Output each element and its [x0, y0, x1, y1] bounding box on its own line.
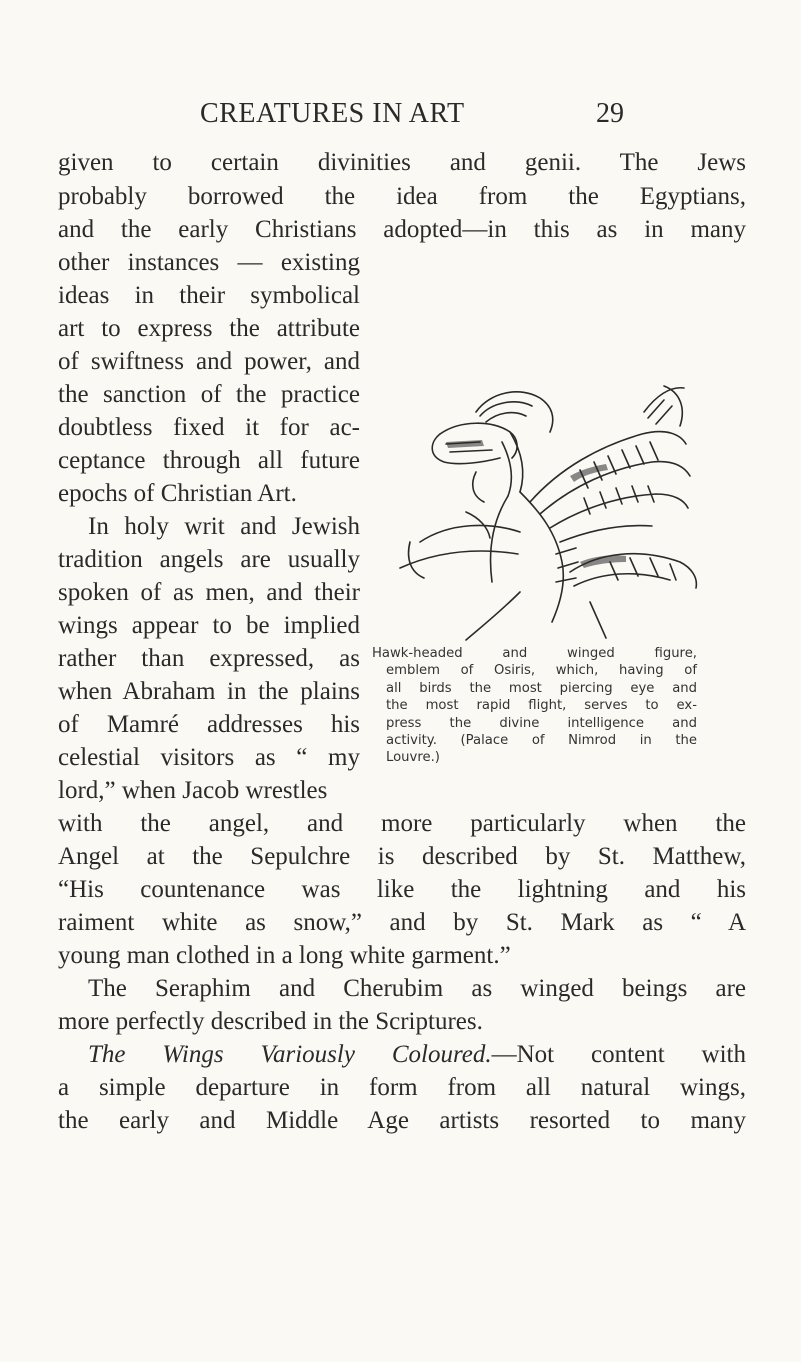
body-line: wings appear to be implied — [58, 612, 360, 639]
body-line: art to express the attribute — [58, 315, 360, 342]
caption-line: Louvre.) — [386, 750, 440, 766]
body-line: ideas in their symbolical — [58, 282, 360, 309]
body-line: the sanction of the practice — [58, 381, 360, 408]
body-line: celestial visitors as “ my — [58, 744, 360, 771]
section-heading: The Wings Variously Coloured. — [88, 1041, 492, 1068]
body-line: In holy writ and Jewish — [88, 513, 360, 540]
body-line: spoken of as men, and their — [58, 579, 360, 606]
caption-line: press the divine intelligence and — [386, 715, 697, 731]
body-line: with the angel, and more particularly when the — [58, 810, 746, 837]
body-line: The Seraphim and Cherubim as winged beings are — [88, 975, 746, 1002]
figure-caption — [372, 645, 697, 767]
body-line: a simple departure in form from all natural wings, — [58, 1074, 746, 1101]
body-line: doubtless fixed it for ac- — [58, 414, 360, 441]
body-line: ceptance through all future — [58, 447, 360, 474]
body-line: epochs of Christian Art. — [58, 480, 297, 507]
body-line: rather than expressed, as — [58, 645, 360, 672]
body-line: other instances — existing — [58, 249, 360, 276]
body-line: and the early Christians adopted—in this as in many — [58, 216, 746, 243]
page-number: 29 — [596, 98, 624, 129]
body-line: when Abraham in the plains — [58, 678, 360, 705]
body-line: Angel at the Sepulchre is described by St. Matthew, — [58, 843, 746, 870]
body-line: lord,” when Jacob wrestles — [58, 777, 328, 804]
hawk-headed-figure-illustration — [380, 372, 704, 642]
body-line: of Mamré addresses his — [58, 711, 360, 738]
caption-line: the most rapid flight, serves to ex- — [386, 698, 697, 714]
caption-line: Hawk-headed and winged figure, — [372, 646, 697, 661]
caption-line: emblem of Osiris, which, having of — [386, 663, 697, 679]
body-line: tradition angels are usually — [58, 546, 360, 573]
section-heading-continuation: —Not content with — [491, 1041, 747, 1068]
section-heading-line — [58, 1038, 746, 1071]
running-header — [0, 96, 801, 136]
body-line: of swiftness and power, and — [58, 348, 360, 375]
body-line: the early and Middle Age artists resorted to many — [58, 1107, 746, 1134]
body-line: probably borrowed the idea from the Egyptians, — [58, 183, 746, 210]
body-line: raiment white as snow,” and by St. Mark as “ A — [58, 909, 746, 936]
running-title: CREATURES IN ART — [200, 98, 465, 129]
body-line: young man clothed in a long white garment.” — [58, 942, 511, 969]
caption-line: activity. (Palace of Nimrod in the — [386, 733, 697, 749]
caption-line: all birds the most piercing eye and — [386, 680, 697, 696]
body-line: more perfectly described in the Scriptures. — [58, 1008, 483, 1035]
body-line: given to certain divinities and genii. The Jews — [58, 149, 746, 176]
body-line: “His countenance was like the lightning and his — [58, 876, 746, 903]
